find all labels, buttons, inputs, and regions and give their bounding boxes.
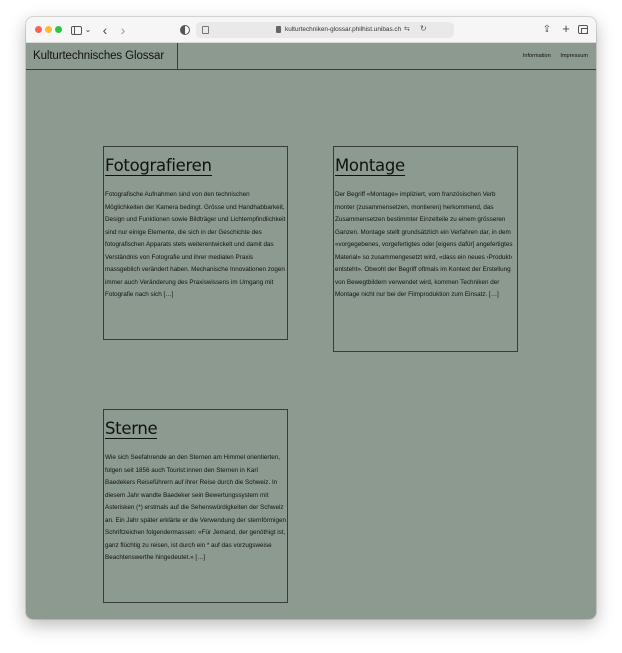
share-icon[interactable]: ⇪ — [542, 24, 552, 35]
entry-card-sterne[interactable] — [103, 409, 288, 603]
entry-title[interactable]: Fotografieren — [105, 156, 212, 175]
entry-title[interactable]: Sterne — [105, 419, 158, 438]
browser-window — [26, 17, 596, 619]
chevron-down-icon[interactable]: ⌄ — [84, 25, 92, 34]
entry-excerpt: Wie sich Seefahrende an den Sternen am Himmel orientierten, folgen seit 1856 auch Tourist:innen den Sternen in Karl Baedekers Reiseführern auf ihrer Reise durch die Schweiz. In diesem Jahr wandte Baedeker sein Bewertungssystem mit Asterisken (*) erstmals auf die Sehenswürdigkeiten der Schweiz an. Ein Jahr später erklärte er die Verwendung der sternförmigen Schriftzeichen folgendermassen: «Für Jemand, der genöthigt ist, ganz flüchtig zu reisen, ist durch ein * auf das vorzugsweise Beachtenswerthe hingedeutet.» […] — [105, 454, 286, 561]
site-title[interactable]: Kulturtechnisches Glossar — [33, 50, 165, 62]
sidebar-toggle-icon[interactable] — [71, 26, 82, 35]
zoom-window-button[interactable] — [55, 26, 62, 33]
url-text[interactable]: kulturtechniken-glossar.philhist.unibas.ch — [285, 26, 402, 33]
lock-icon — [276, 26, 281, 33]
entry-card-fotografieren[interactable] — [103, 146, 288, 340]
entry-card-montage[interactable] — [333, 146, 518, 352]
forward-arrow-icon[interactable]: › — [120, 22, 126, 38]
back-arrow-icon[interactable]: ‹ — [102, 22, 108, 38]
close-window-button[interactable] — [35, 26, 42, 33]
reload-icon[interactable]: ↻ — [420, 24, 427, 33]
tab-overview-icon[interactable] — [578, 25, 588, 34]
page-icon — [202, 26, 209, 34]
site-header — [26, 43, 596, 70]
browser-toolbar — [26, 17, 596, 43]
nav-link-impressum[interactable]: Impressum — [560, 53, 588, 59]
entry-title[interactable]: Montage — [335, 156, 405, 175]
nav-link-information[interactable]: Information — [522, 53, 551, 59]
entry-excerpt: Fotografische Aufnahmen sind von den technischen Möglichkeiten der Kamera bedingt. Grösse und Handhabbarkeit, Design und Funktionen sowie Bildträger und Lichtempfindlichkeit sind nur einige Elemente, die sich in der Geschichte des fotografischen Apparats stets weiterentwickelt und damit das Verständnis von Fotografie und ihrer medialen Praxis massgeblich verändert haben. Mechanische Innovationen zogen immer auch Veränderung des Praxiswissens im Umgang mit Fotografie nach sich […] — [105, 191, 286, 298]
address-bar[interactable] — [196, 22, 454, 38]
privacy-shield-icon[interactable] — [180, 25, 190, 35]
entry-excerpt: Der Begriff «Montage» impliziert, vom französischen Verb monter (zusammensetzen, montieren) herkommend, das Zusammensetzen bestimmter Einzelteile zu einem grösseren Ganzen. Montage stellt grundsätzlich ein Verfahren dar, in dem «vorgegebenes, vorgefertigtes oder [eigens dafür] angefertigtes Material» so zusammengesetzt wird, «dass ein neues ‹Produkt› entsteht». Obwohl der Begriff oftmals im Kontext der Erstellung von Bewegtbildern verwendet wird, kommen Techniken der Montage nicht nur bei der Filmproduktion zum Einsatz. […] — [335, 191, 513, 298]
site-nav — [515, 43, 588, 70]
minimize-window-button[interactable] — [45, 26, 52, 33]
header-divider — [177, 43, 178, 70]
new-tab-icon[interactable]: + — [562, 21, 570, 36]
translate-icon[interactable]: ⇆ — [404, 26, 410, 33]
